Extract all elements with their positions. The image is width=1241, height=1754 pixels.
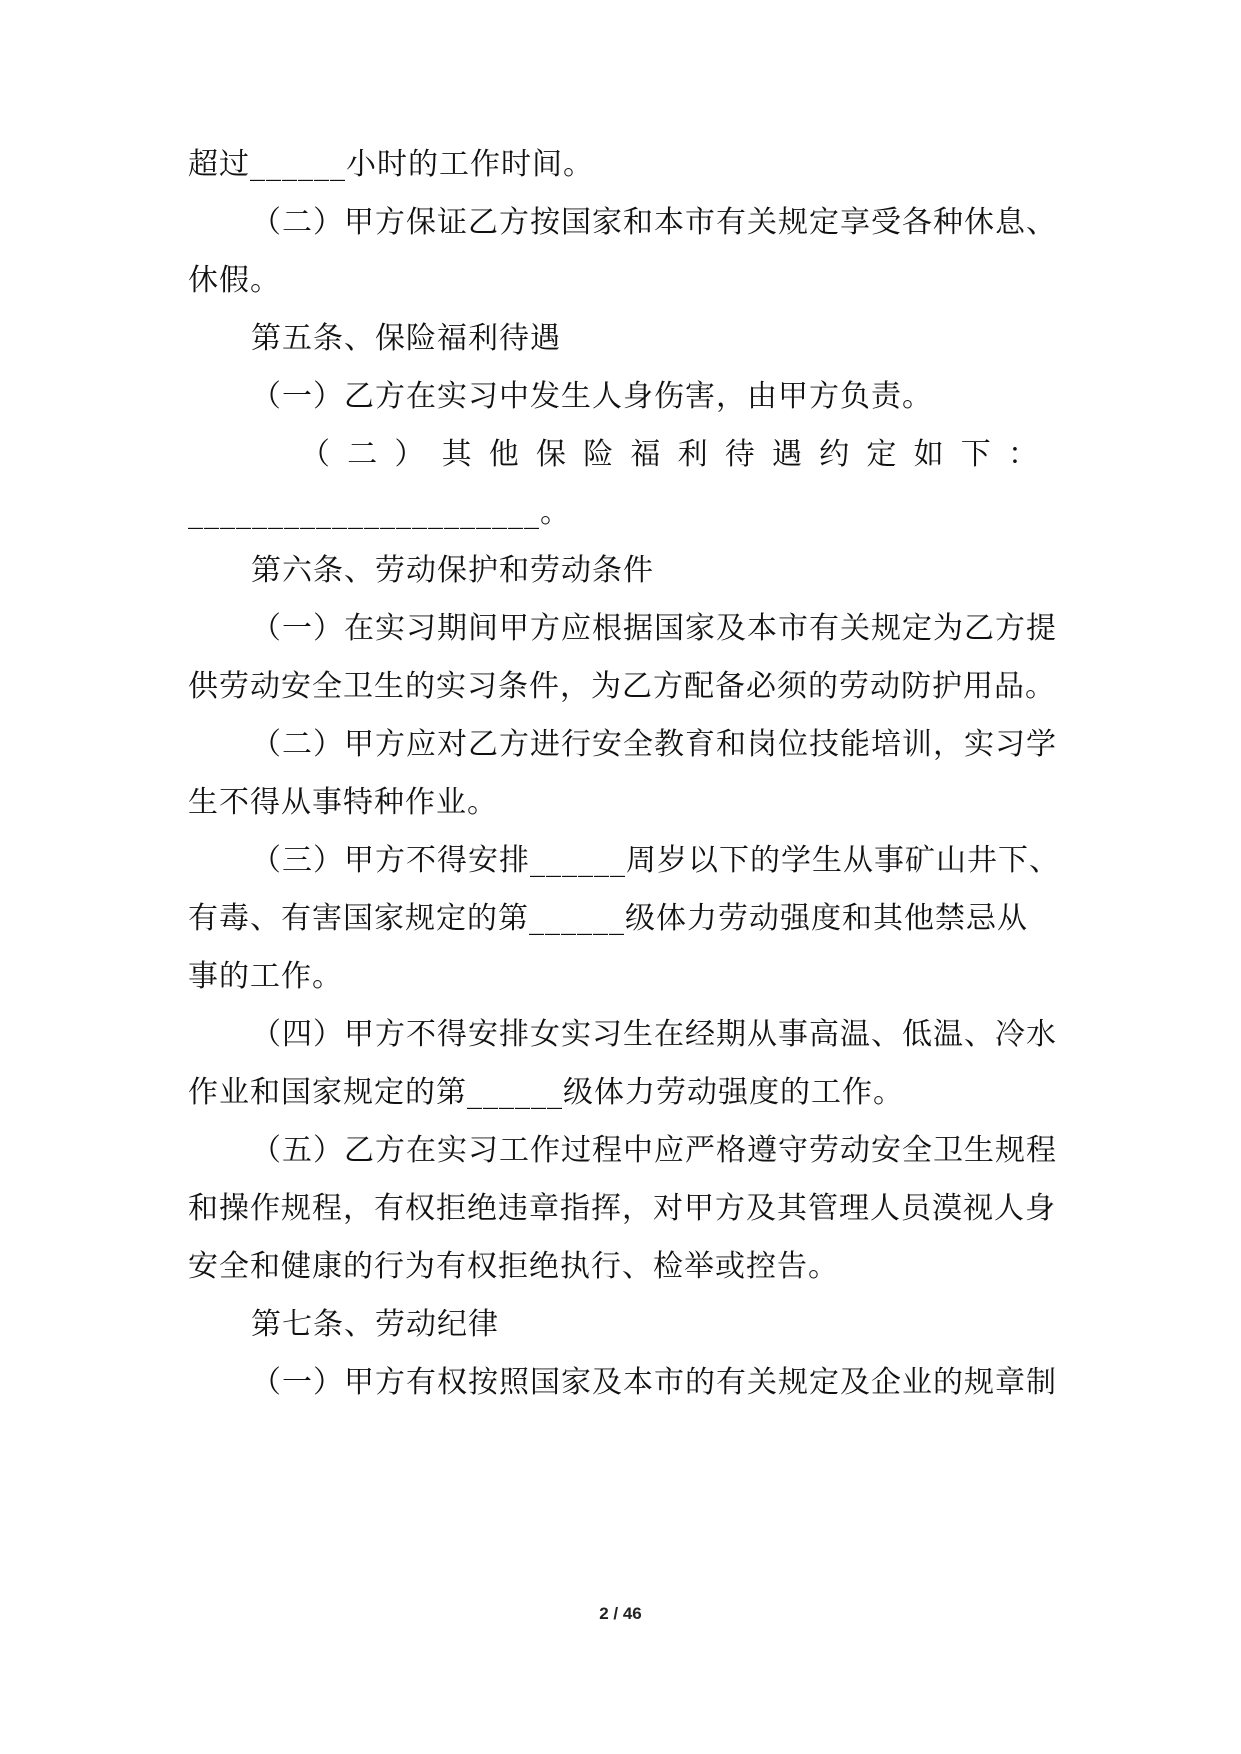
body-text-line: （一）乙方在实习中发生人身伤害，由甲方负责。 bbox=[251, 379, 933, 414]
body-text-line: 休假。 bbox=[188, 263, 281, 298]
body-text-line: （ 二 ） 其 他 保 险 福 利 待 遇 约 定 如 下 ： bbox=[300, 437, 1038, 472]
body-text-line: 和操作规程，有权拒绝违章指挥，对甲方及其管理人员漠视人身 bbox=[188, 1191, 1056, 1226]
body-text-line: （一）甲方有权按照国家及本市的有关规定及企业的规章制 bbox=[251, 1365, 1057, 1400]
section-heading: 第六条、劳动保护和劳动条件 bbox=[251, 553, 654, 588]
body-text-line: 供劳动安全卫生的实习条件，为乙方配备必须的劳动防护用品。 bbox=[188, 669, 1056, 704]
body-text-line: 事的工作。 bbox=[188, 959, 343, 994]
body-text-line: 安全和健康的行为有权拒绝执行、检举或控告。 bbox=[188, 1249, 839, 1284]
body-text-line: （四）甲方不得安排女实习生在经期从事高温、低温、冷水 bbox=[251, 1017, 1057, 1052]
body-text-line: （三）甲方不得安排______周岁以下的学生从事矿山井下、 bbox=[251, 843, 1060, 878]
section-heading: 第五条、保险福利待遇 bbox=[251, 321, 561, 356]
body-text-line: （一）在实习期间甲方应根据国家及本市有关规定为乙方提 bbox=[251, 611, 1057, 646]
body-text-line: 超过______小时的工作时间。 bbox=[188, 147, 594, 182]
body-text-line: （五）乙方在实习工作过程中应严格遵守劳动安全卫生规程 bbox=[251, 1133, 1057, 1168]
page-number: 2 / 46 bbox=[599, 1604, 642, 1623]
body-text-line: 生不得从事特种作业。 bbox=[188, 785, 498, 820]
body-text-line: 有毒、有害国家规定的第______级体力劳动强度和其他禁忌从 bbox=[188, 901, 1028, 936]
section-heading: 第七条、劳动纪律 bbox=[251, 1307, 499, 1342]
body-text-line: （二）甲方应对乙方进行安全教育和岗位技能培训，实习学 bbox=[251, 727, 1057, 762]
blank-fill-line: ______________________。 bbox=[188, 495, 571, 530]
body-text-line: 作业和国家规定的第______级体力劳动强度的工作。 bbox=[188, 1075, 904, 1110]
body-text-line: （二）甲方保证乙方按国家和本市有关规定享受各种休息、 bbox=[251, 205, 1057, 240]
